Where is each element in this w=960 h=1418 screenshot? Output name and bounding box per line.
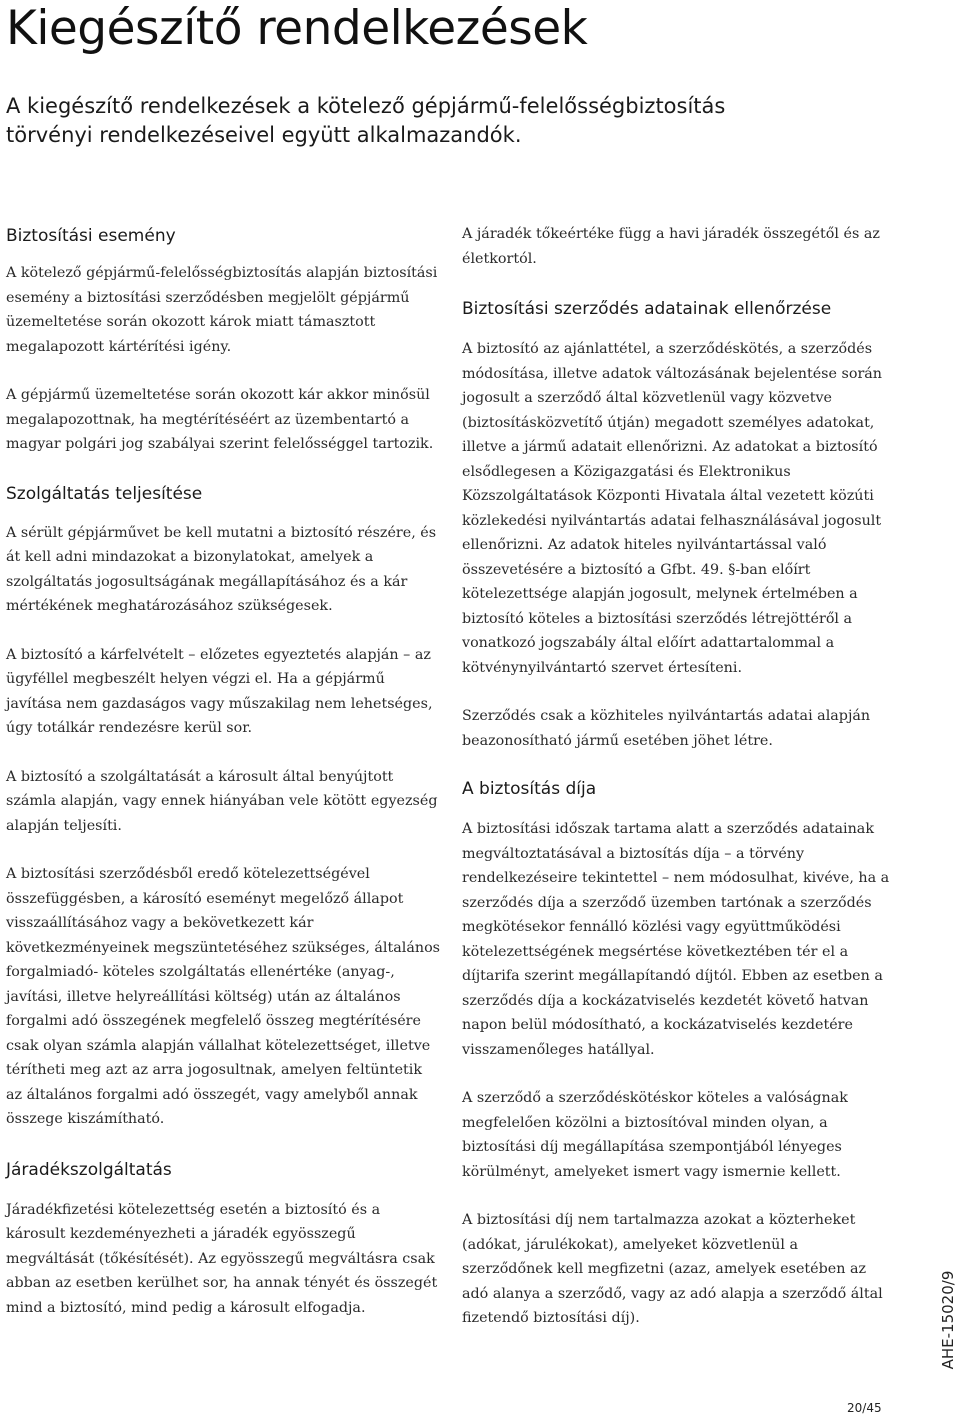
paragraph: A szerződő a szerződéskötéskor köteles a valóságnak megfelelően közölni a biztosítóval minden olyan, a biztosítási díj megállapítása szempontjából lényeges körülményt, amelyeket ismert vagy ismernie kellett. <box>462 1090 848 1180</box>
heading-szolgaltatas-teljesitese: Szolgáltatás teljesítése <box>6 483 203 504</box>
paragraph: A biztosítási szerződésből eredő kötelezettségével összefüggésben, a károsító eseményt megelőző állapot visszaállításához vagy a bekövetkezett kár következményeinek megszüntetéséhez szükséges, általános forgalmiadó- köteles szolgáltatás ellenértéke (anyag-, javítási, illetve helyreállítási költség) után az általános forgalmi adó összegének megfelelő összeg megtérítésére csak olyan számla alapján vállalhat kötelezettséget, illetve térítheti meg azt az arra jogosultnak, amelyen feltüntetik az általános forgalmi adó összegét, vagy amelyből annak összege kiszámítható. <box>6 866 441 1127</box>
right-column <box>462 222 892 1331</box>
left-column <box>6 222 442 1320</box>
paragraph: A gépjármű üzemeltetése során okozott kár akkor minősül megalapozottnak, ha megtérítéséért az üzembentartó a magyar polgári jog szabályai szerint felelősséggel tartozik. <box>6 387 434 452</box>
heading-biztositasi-esemeny: Biztosítási esemény <box>6 226 176 246</box>
paragraph: A biztosító az ajánlattétel, a szerződéskötés, a szerződés módosítása, illetve adatok változásának bejelentése során jogosult a szerződő által közvetlenül vagy közvetve (biztosításközvetítő útján) megadott személyes adatokat, illetve a jármű adatait ellenőrizni. Az adatokat a biztosító elsődlegesen a Közigazgatási és Elektronikus Közszolgáltatások Központi Hivatala által vezetett közúti közlekedési nyilvántartás adatai felhasználásával jogosult ellenőrizni. Az adatok hiteles nyilvántartással való összevetésére a biztosító a Gfbt. 49. §-ban előírt kötelezettsége alapján jogosult, melynek értelmében a biztosító köteles a biztosítási szerződés létrejöttéről a vonatkozó jogszabály által előírt adattartalommal a kötvénynyilvántartó szervet értesíteni. <box>462 341 883 676</box>
page-title: Kiegészítő rendelkezések <box>6 1 588 56</box>
paragraph: Szerződés csak a közhiteles nyilvántartás adatai alapján beazonosítható jármű esetében jöhet létre. <box>462 708 871 749</box>
heading-a-biztositas-dija: A biztosítás díja <box>462 779 597 799</box>
paragraph: A járadék tőkeértéke függ a havi járadék összegétől és az életkortól. <box>462 226 880 267</box>
page-number: 20/45 <box>847 1401 882 1415</box>
heading-szerzodes-adatainak-ellenorzese: Biztosítási szerződés adatainak ellenőrzése <box>462 299 832 319</box>
paragraph: A biztosítási időszak tartama alatt a szerződés adatainak megváltoztatásával a biztosítás díja – a törvény rendelkezéseire tekintettel – nem módosulhat, kivéve, ha a szerződés díja a szerződő üzemben tartónak a szerződés megkötésekor fennálló közlési vagy együttműködési kötelezettségének megsértése következtében tér el a díjtarifa szerint megállapítandó díjtól. Ebben az esetben a szerződés díja a kockázatviselés kezdetét követő hatvan napon belül módosítható, a kockázatviselés kezdetére visszamenőleges hatállyal. <box>462 821 890 1058</box>
document-code-text: AHE-15020/9 <box>939 1270 957 1370</box>
paragraph: A kötelező gépjármű-felelősségbiztosítás alapján biztosítási esemény a biztosítási szerződésben megjelölt gépjármű üzemeltetése során okozott károk miatt támasztott megalapozott kártérítési igény. <box>6 265 438 355</box>
paragraph: A biztosító a kárfelvételt – előzetes egyeztetés alapján – az ügyféllel megbeszélt helyen végzi el. Ha a gépjármű javítása nem gazdaságos vagy műszakilag nem lehetséges, úgy totálkár rendezésre kerül sor. <box>6 646 433 736</box>
paragraph: A biztosítási díj nem tartalmazza azokat a közterheket (adókat, járulékokat), amelyeket közvetlenül a szerződőnek kell megfizetni (azaz, amelyek esetében az adó alanya a szerződő, vagy az adó alapja a szerződő által fizetendő biztosítási díj). <box>462 1212 883 1326</box>
paragraph: A sérült gépjárművet be kell mutatni a biztosító részére, és át kell adni mindazokat a bizonylatokat, amelyek a szolgáltatás jogosultságának megállapításához és a kár mértékének meghatározásához szükségesek. <box>6 524 437 614</box>
heading-jaradekszolgaltatas: Járadékszolgáltatás <box>6 1159 172 1180</box>
paragraph: A biztosító a szolgáltatását a károsult által benyújtott számla alapján, vagy ennek hiányában vele kötött egyezség alapján teljesíti. <box>6 768 438 834</box>
paragraph: Járadékfizetési kötelezettség esetén a biztosító és a károsult kezdeményezheti a járadék egyösszegű megváltását (tőkésítését). Az egyösszegű megváltásra csak abban az esetben kerülhet sor, ha annak tényét és összegét mind a biztosító, mind pedig a károsult elfogadja. <box>6 1201 438 1316</box>
document-code <box>934 1270 960 1370</box>
intro-text: A kiegészítő rendelkezések a kötelező gépjármű-felelősségbiztosítás törvényi rendelkezéseivel együtt alkalmazandók. <box>6 94 726 147</box>
